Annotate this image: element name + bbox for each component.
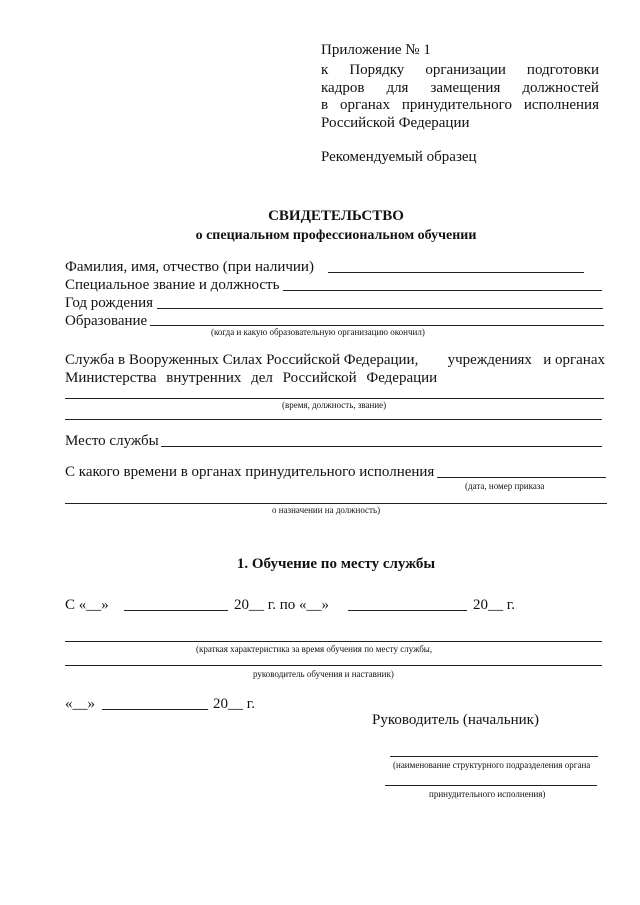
period-to-line[interactable] (348, 610, 467, 611)
sign-date-line[interactable] (102, 709, 208, 710)
appendix-line-4: Российской Федерации (321, 115, 470, 131)
period-from-line[interactable] (124, 610, 228, 611)
fio-line[interactable] (328, 272, 584, 273)
characteristic-line-2[interactable] (65, 665, 602, 666)
characteristic-line-1[interactable] (65, 641, 602, 642)
head-label: Руководитель (начальник) (372, 712, 539, 728)
characteristic-hint-1: (краткая характеристика за время обучения по месту службы, (196, 644, 433, 654)
since-line-2[interactable] (65, 503, 607, 504)
education-label: Образование (65, 313, 148, 329)
appendix-line-2: кадров для замещения должностей (321, 80, 599, 96)
appendix-line-1: к Порядку организации подготовки (321, 62, 599, 78)
birth-year-label: Год рождения (65, 295, 154, 311)
appendix-line-3: в органах принудительного исполнения (321, 97, 599, 113)
sign-date-quote: «__» (65, 696, 95, 712)
characteristic-hint-2: руководитель обучения и наставник) (253, 669, 394, 679)
fio-label: Фамилия, имя, отчество (при наличии) (65, 259, 314, 275)
service-hint: (время, должность, звание) (282, 400, 387, 410)
service-line-1: Служба в Вооруженных Силах Российской Федерации, учреждениях и органах (65, 352, 605, 368)
sample-label: Рекомендуемый образец (321, 149, 477, 165)
rank-label: Специальное звание и должность (65, 277, 280, 293)
sign-date-year: 20__ г. (213, 696, 255, 712)
appendix-title: Приложение № 1 (321, 42, 431, 58)
since-line[interactable] (437, 477, 606, 478)
unit-hint-1: (наименование структурного подразделения органа (393, 760, 591, 770)
education-line[interactable] (150, 325, 604, 326)
unit-line-1[interactable] (390, 756, 598, 757)
service-line-field-2[interactable] (65, 419, 602, 420)
service-line-2: Министерства внутренних дел Российской Федерации (65, 370, 438, 386)
since-hint-2: о назначении на должность) (272, 505, 381, 515)
place-line[interactable] (161, 446, 602, 447)
birth-year-line[interactable] (157, 308, 603, 309)
period-end: 20__ г. (473, 597, 515, 613)
service-line-field-1[interactable] (65, 398, 604, 399)
document-subtitle: о специальном профессиональном обучении (195, 228, 477, 243)
document-title: СВИДЕТЕЛЬСТВО (268, 208, 404, 224)
period-mid: 20__ г. по «__» (234, 597, 329, 613)
section-1-title: 1. Обучение по месту службы (236, 556, 436, 572)
unit-hint-2: принудительного исполнения) (429, 789, 546, 799)
place-label: Место службы (65, 433, 159, 449)
rank-line[interactable] (283, 290, 602, 291)
period-from: С «__» (65, 597, 109, 613)
unit-line-2[interactable] (385, 785, 597, 786)
since-hint-1: (дата, номер приказа (465, 481, 545, 491)
education-hint: (когда и какую образовательную организацию окончил) (211, 327, 425, 337)
since-label: С какого времени в органах принудительного исполнения (65, 464, 435, 480)
